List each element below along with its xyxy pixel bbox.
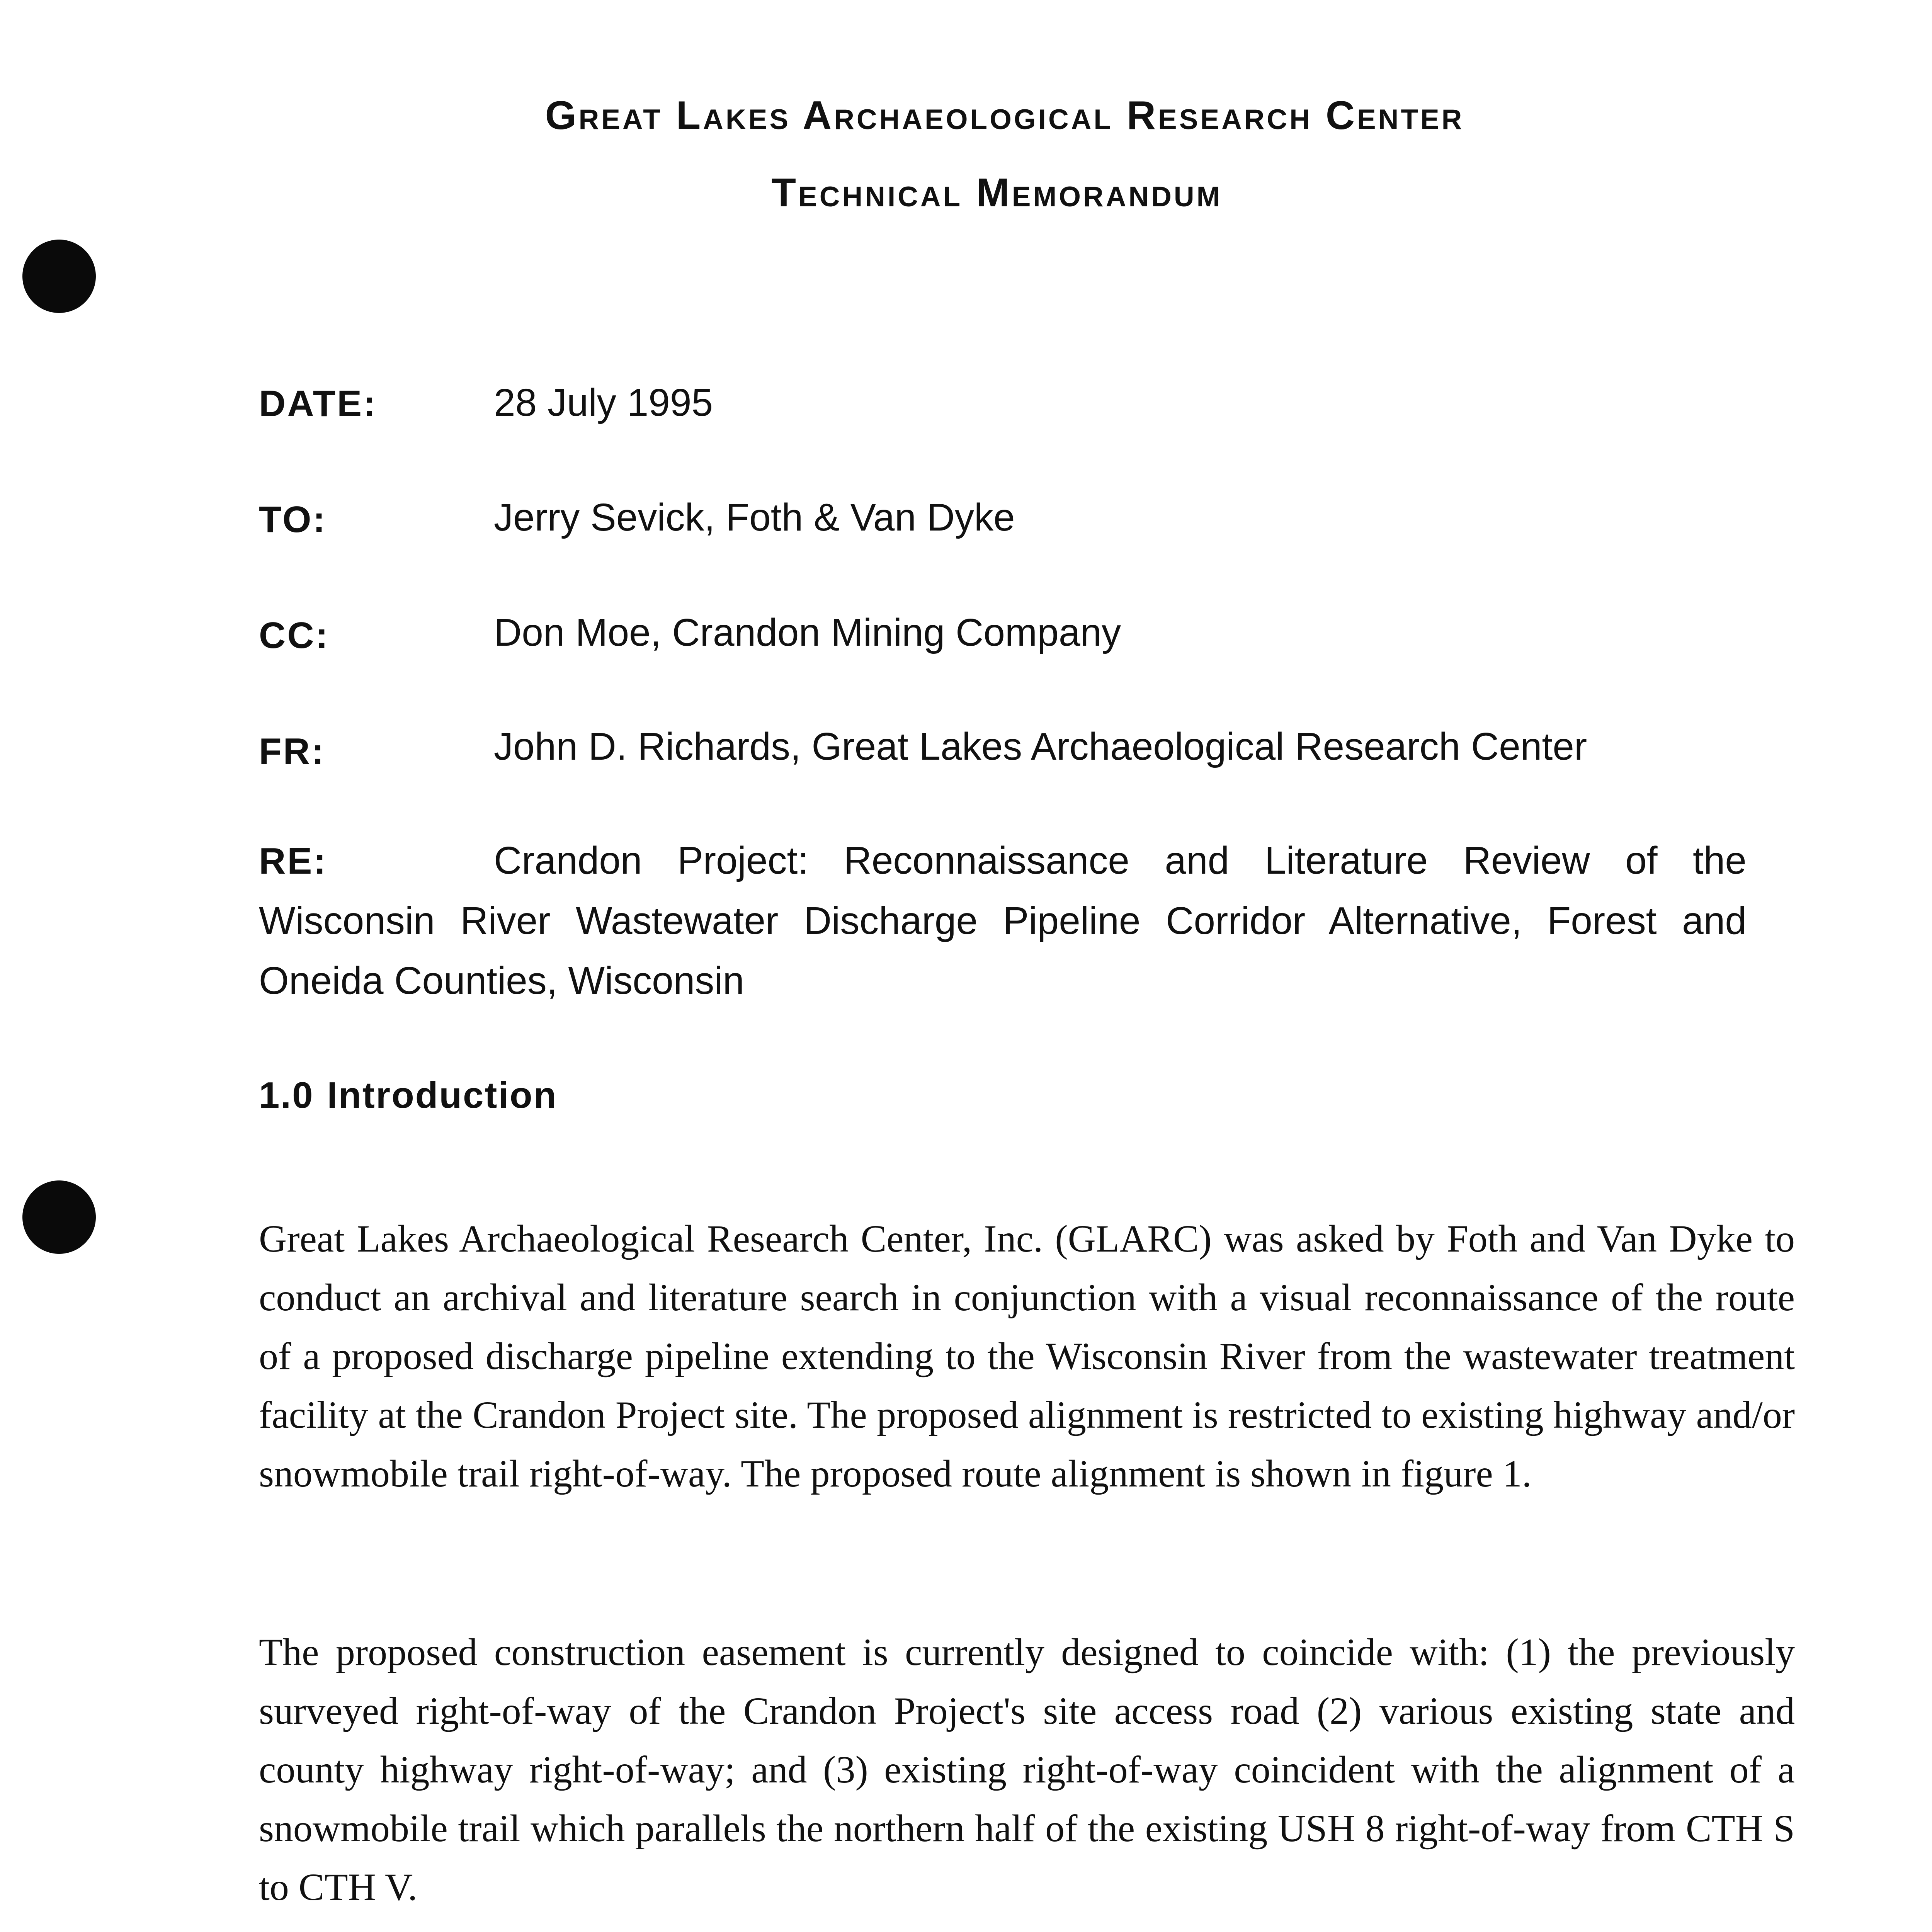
from-value: John D. Richards, Great Lakes Archaeological Research Center: [494, 725, 1587, 768]
section-heading: [259, 1074, 557, 1117]
cc-label: CC:: [259, 615, 330, 656]
cc-value: Don Moe, Crandon Mining Company: [494, 611, 1121, 654]
from-label: FR:: [259, 731, 325, 772]
punch-hole: [22, 1180, 96, 1254]
section-number: 1.0: [259, 1075, 314, 1116]
to-label: TO:: [259, 499, 327, 540]
body-paragraph: Great Lakes Archaeological Research Center, Inc. (GLARC) was asked by Foth and Van Dyke to conduct an archival and literature search in conjunction with a visual reconnaissance of the route of a proposed discharge pipeline extending to the Wisconsin River from the wastewater treatment facility at the Crandon Project site. The proposed alignment is restricted to existing highway and/or snowmobile trail right-of-way. The proposed route alignment is shown in figure 1.: [259, 1217, 1795, 1495]
to-value: Jerry Sevick, Foth & Van Dyke: [494, 496, 1015, 539]
punch-hole: [22, 240, 96, 313]
re-label: RE:: [259, 840, 328, 882]
date-value: 28 July 1995: [494, 381, 713, 424]
section-title: Introduction: [327, 1075, 558, 1116]
date-label: DATE:: [259, 383, 378, 424]
subject-block: [259, 831, 1747, 1011]
body-paragraph: The proposed construction easement is currently designed to coincide with: (1) the previously surveyed right-of-way of the Crandon Project's site access road (2) various existing state and county highway right-of-way; and (3) existing right-of-way coincident with the alignment of a snowmobile trail which parallels the northern half of the existing USH 8 right-of-way from CTH S to CTH V.: [259, 1631, 1795, 1908]
organization-title: Great Lakes Archaeological Research Center: [545, 93, 1464, 138]
document-type: Technical Memorandum: [771, 170, 1223, 215]
re-value: Crandon Project: Reconnaissance and Literature Review of the Wisconsin River Wastewater Discharge Pipeline Corridor Alternative, Forest and Oneida Counties, Wisconsin: [259, 839, 1747, 1002]
